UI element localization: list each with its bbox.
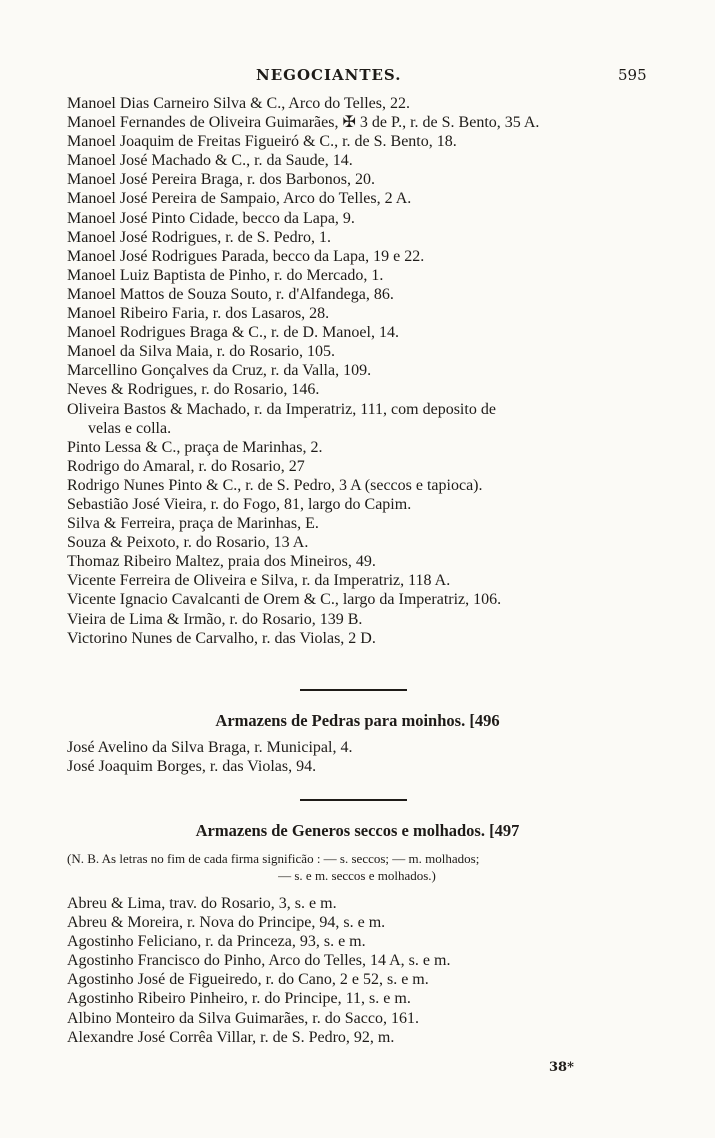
list-item: Rodrigo Nunes Pinto & C., r. de S. Pedro, 3 A (seccos e tapioca). xyxy=(67,476,483,494)
list-item: Alexandre José Corrêa Villar, r. de S. Pedro, 92, m. xyxy=(67,1028,395,1046)
list-item: Abreu & Lima, trav. do Rosario, 3, s. e m. xyxy=(67,895,337,912)
list-item: Vieira de Lima & Irmão, r. do Rosario, 139 B. xyxy=(67,610,363,628)
list-item: Silva & Ferreira, praça de Marinhas, E. xyxy=(67,515,319,533)
list-item: Victorino Nunes de Carvalho, r. das Violas, 2 D. xyxy=(67,629,376,647)
list-item: Rodrigo do Amaral, r. do Rosario, 27 xyxy=(67,457,305,475)
list-item: Manoel José Pereira de Sampaio, Arco do Telles, 2 A. xyxy=(67,190,412,208)
list-item: Manoel Rodrigues Braga & C., r. de D. Manoel, 14. xyxy=(67,324,399,342)
list-item-continuation: velas e colla. xyxy=(88,419,172,437)
list-item: Manoel Luiz Baptista de Pinho, r. do Mercado, 1. xyxy=(67,266,384,284)
list-item: Vicente Ignacio Cavalcanti de Orem & C., largo da Imperatriz, 106. xyxy=(67,591,502,609)
page-number: 595 xyxy=(618,66,647,84)
list-item: Manoel da Silva Maia, r. do Rosario, 105. xyxy=(67,343,335,361)
list-item: Albino Monteiro da Silva Guimarães, r. do Sacco, 161. xyxy=(67,1009,419,1027)
note-line: — s. e m. seccos e molhados.) xyxy=(278,868,436,883)
list-item: Manoel Fernandes de Oliveira Guimarães, ✠ 3 de P., r. de S. Bento, 35 A. xyxy=(67,114,540,132)
generos-list xyxy=(67,894,647,1047)
list-item: Souza & Peixoto, r. do Rosario, 13 A. xyxy=(67,534,309,552)
list-item: Agostinho Francisco do Pinho, Arco do Telles, 14 A, s. e m. xyxy=(67,952,451,970)
list-item: Manoel Mattos de Souza Souto, r. d'Alfandega, 86. xyxy=(67,285,394,303)
list-item: Vicente Ferreira de Oliveira e Silva, r. da Imperatriz, 118 A. xyxy=(67,572,451,590)
list-item: Manoel Joaquim de Freitas Figueiró & C., r. de S. Bento, 18. xyxy=(67,133,457,151)
list-item: Pinto Lessa & C., praça de Marinhas, 2. xyxy=(67,438,323,456)
list-item: José Joaquim Borges, r. das Violas, 94. xyxy=(67,758,317,776)
list-item: Marcellino Gonçalves da Cruz, r. da Valla, 109. xyxy=(67,362,372,380)
note-line: (N. B. As letras no fim de cada firma significão : — s. seccos; — m. molhados; xyxy=(67,851,480,866)
list-item: Manoel Dias Carneiro Silva & C., Arco do Telles, 22. xyxy=(67,95,410,112)
list-item: Neves & Rodrigues, r. do Rosario, 146. xyxy=(67,381,320,399)
list-item: Thomaz Ribeiro Maltez, praia dos Mineiros, 49. xyxy=(67,553,376,571)
list-item: Sebastião José Vieira, r. do Fogo, 81, largo do Capim. xyxy=(67,495,412,513)
list-item: Manoel José Rodrigues, r. de S. Pedro, 1. xyxy=(67,228,331,246)
negociantes-list xyxy=(67,94,647,648)
page-header xyxy=(0,66,715,86)
list-item: José Avelino da Silva Braga, r. Municipal, 4. xyxy=(67,739,353,756)
section-divider xyxy=(300,689,407,691)
list-item: Agostinho Ribeiro Pinheiro, r. do Principe, 11, s. e m. xyxy=(67,990,411,1008)
list-item: Agostinho Feliciano, r. da Princeza, 93, s. e m. xyxy=(67,933,366,951)
pedras-list xyxy=(67,738,647,776)
list-item: Manoel José Machado & C., r. da Saude, 14. xyxy=(67,152,353,170)
list-item: Manoel José Pinto Cidade, becco da Lapa, 9. xyxy=(67,209,355,227)
list-item: Abreu & Moreira, r. Nova do Principe, 94, s. e m. xyxy=(67,914,386,932)
abbreviation-note xyxy=(67,850,647,884)
list-item: Agostinho José de Figueiredo, r. do Cano, 2 e 52, s. e m. xyxy=(67,971,429,989)
section-divider xyxy=(300,799,407,801)
list-item: Manoel José Pereira Braga, r. dos Barbonos, 20. xyxy=(67,171,375,189)
list-item: Manoel José Rodrigues Parada, becco da Lapa, 19 e 22. xyxy=(67,247,425,265)
running-title: NEGOCIANTES. xyxy=(256,66,402,84)
section-title-pedras: Armazens de Pedras para moinhos. [496 xyxy=(215,711,500,730)
list-item: Oliveira Bastos & Machado, r. da Imperatriz, 111, com deposito de xyxy=(67,400,496,418)
section-title-generos: Armazens de Generos seccos e molhados. [497 xyxy=(195,821,520,840)
printer-signature-mark: 38* xyxy=(549,1060,574,1075)
list-item: Manoel Ribeiro Faria, r. dos Lasaros, 28. xyxy=(67,305,330,323)
